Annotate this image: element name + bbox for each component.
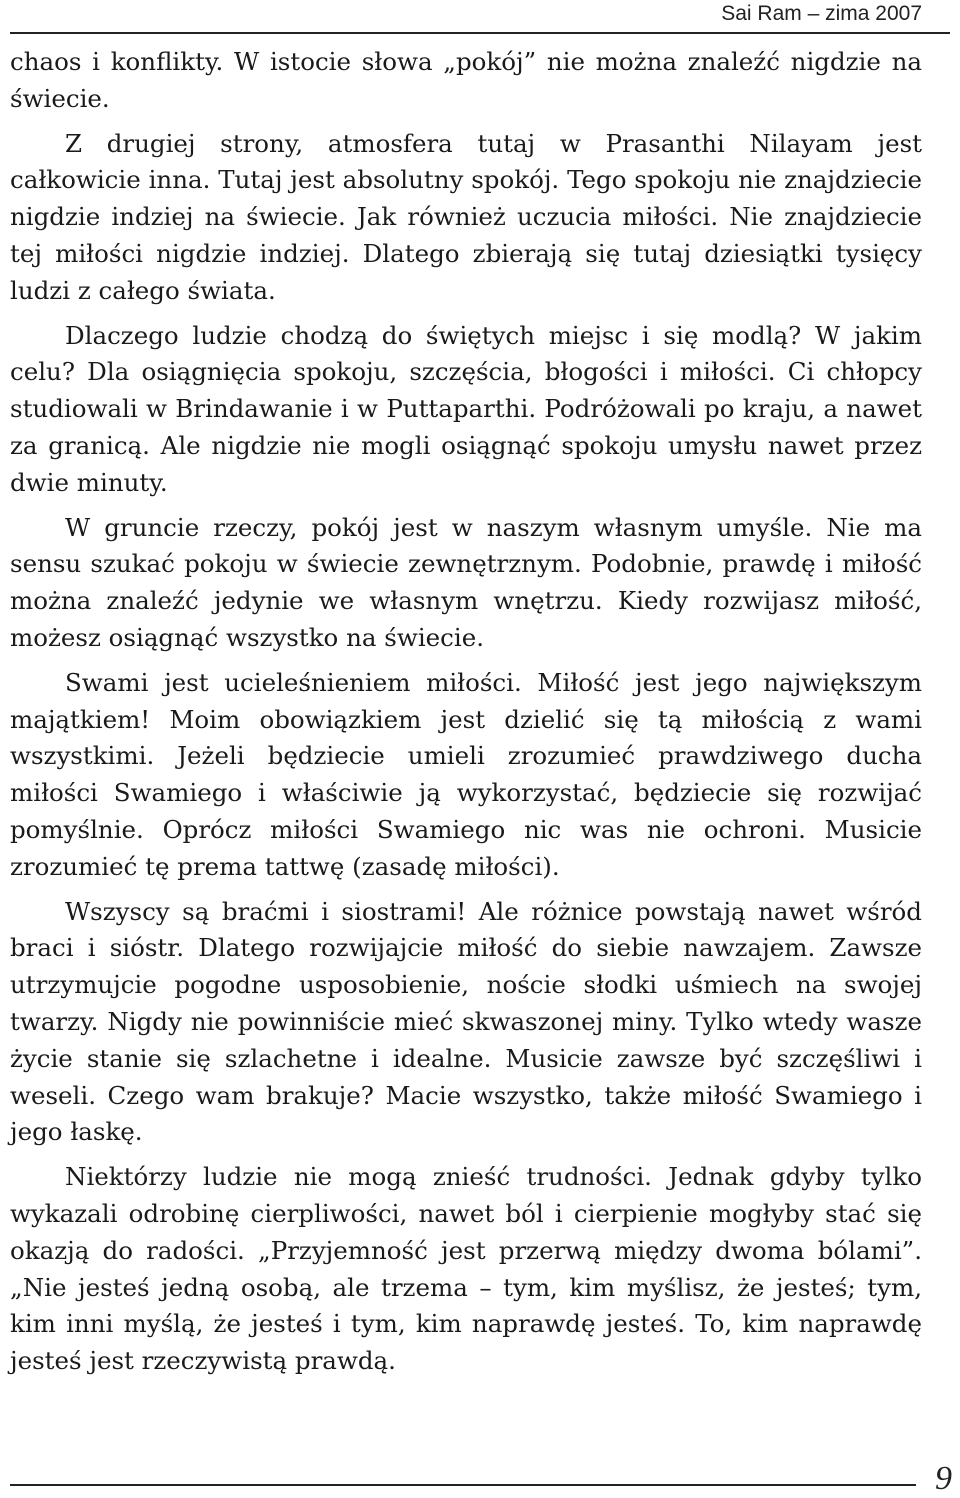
paragraph-3: Dlaczego ludzie chodzą do świętych miejsc i się modlą? W jakim celu? Dla osiągnięcia spokoju, szczęścia, błogości i miłości. Ci chłopcy studiowali w Brindawanie i w Puttaparthi. Podróżowali po kraju, a nawet za granicą. Ale nigdzie nie mogli osiągnąć spokoju umysłu nawet przez dwie minuty. <box>10 320 922 497</box>
page-number: 9 <box>935 1460 952 1497</box>
paragraph-7: Niektórzy ludzie nie mogą znieść trudności. Jednak gdyby tylko wykazali odrobinę cierpliwości, nawet ból i cierpienie mogłyby stać się okazją do radości. „Przyjemność jest przerwą między dwoma bólami”. „Nie jesteś jedną osobą, ale trzema – tym, kim myślisz, że jesteś; tym, kim inni myślą, że jesteś i tym, kim naprawdę jesteś. To, kim naprawdę jesteś jest rzeczywistą prawdą. <box>10 1162 922 1376</box>
paragraph-2: Z drugiej strony, atmosfera tutaj w Prasanthi Nilayam jest całkowicie inna. Tutaj jest absolutny spokój. Tego spokoju nie znajdziecie nigdzie indziej na świecie. Jak również uczucia miłości. Nie znajdziecie tej miłości nigdzie indziej. Dlatego zbierają się tutaj dziesiątki tysięcy ludzi z całego świata. <box>10 128 922 305</box>
running-header: Sai Ram – zima 2007 <box>721 2 922 25</box>
paragraph-5: Swami jest ucieleśnieniem miłości. Miłość jest jego największym majątkiem! Moim obowiązkiem jest dzielić się tą miłością z wami wszystkimi. Jeżeli będziecie umieli zrozumieć prawdziwego ducha miłości Swamiego i właściwie ją wykorzystać, będziecie się rozwijać pomyślnie. Oprócz miłości Swamiego nic was nie ochroni. Musicie zrozumieć tę prema tattwę (zasadę miłości). <box>10 667 922 881</box>
paragraph-4: W gruncie rzeczy, pokój jest w naszym własnym umyśle. Nie ma sensu szukać pokoju w świecie zewnętrznym. Podobnie, prawdę i miłość można znaleźć jedynie we własnym wnętrzu. Kiedy rozwijasz miłość, możesz osiągnąć wszystko na świecie. <box>10 512 922 652</box>
footer-divider <box>10 1484 916 1486</box>
article-body <box>10 44 922 1388</box>
paragraph-1: chaos i konflikty. W istocie słowa „pokój” nie można znaleźć nigdzie na świecie. <box>10 47 922 113</box>
header-divider <box>10 32 950 34</box>
paragraph-6: Wszyscy są braćmi i siostrami! Ale różnice powstają nawet wśród braci i sióstr. Dlatego rozwijajcie miłość do siebie nawzajem. Zawsze utrzymujcie pogodne usposobienie, noście słodki uśmiech na swojej twarzy. Nigdy nie powinniście mieć skwaszonej miny. Tylko wtedy wasze życie stanie się szlachetne i idealne. Musicie zawsze być szczęśliwi i weseli. Czego wam brakuje? Macie wszystko, także miłość Swamiego i jego łaskę. <box>10 896 922 1147</box>
